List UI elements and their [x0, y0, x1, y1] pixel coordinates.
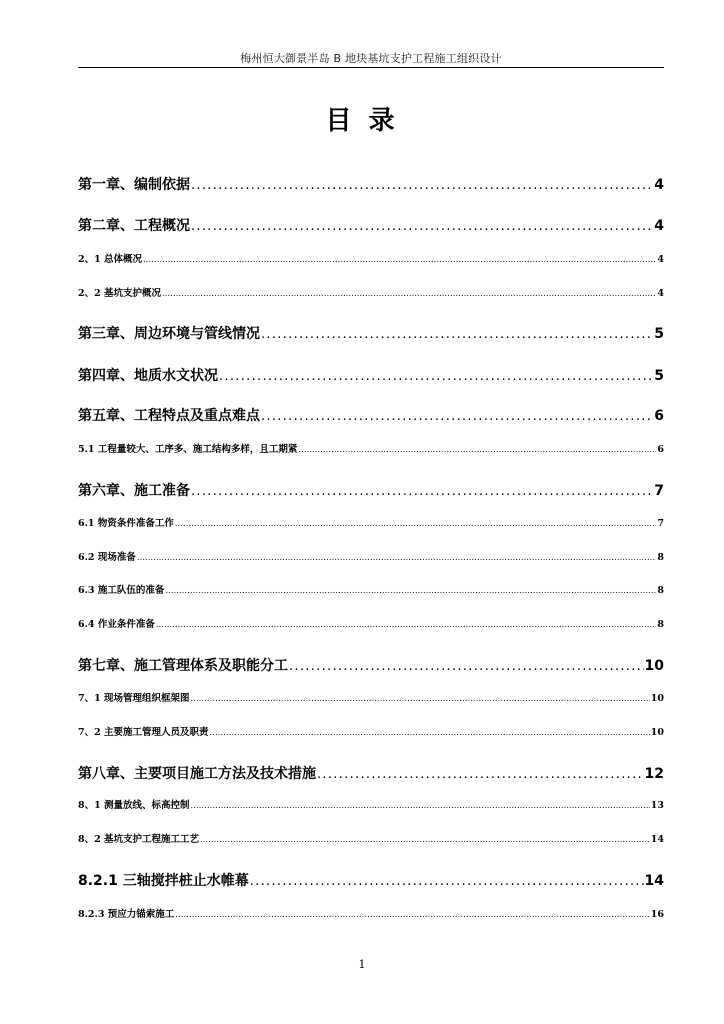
toc-entry-page: 6	[654, 408, 664, 424]
dot-leader	[219, 369, 653, 384]
toc-entry-label: 8、2 基坑支护工程施工工艺	[78, 834, 200, 845]
toc-entry-label: 2、2 基坑支护概况	[78, 288, 162, 299]
dot-leader	[261, 409, 653, 424]
toc-entry-8-2-1[interactable]	[78, 870, 664, 890]
toc-entry-page: 12	[644, 766, 664, 782]
toc-entry-label: 6.1 物资条件准备工作	[78, 518, 174, 529]
toc-entry-label: 第二章、工程概况	[78, 218, 190, 234]
toc-entry-page: 14	[644, 873, 664, 889]
dot-leader	[317, 767, 644, 782]
toc-entry-label: 第四章、地质水文状况	[78, 368, 218, 384]
dot-leader	[250, 874, 644, 889]
toc-entry-chapter-4[interactable]	[78, 365, 664, 385]
toc-entry-page: 6	[657, 444, 664, 455]
toc-entry-page: 4	[657, 288, 664, 299]
dot-leader	[261, 327, 653, 342]
toc-entry-label: 第一章、编制依据	[78, 177, 190, 193]
dot-leader	[162, 289, 656, 298]
toc-entry-page: 10	[644, 658, 664, 674]
toc-entry-chapter-7[interactable]	[78, 655, 664, 675]
dot-leader	[175, 519, 657, 528]
toc-entry-chapter-6[interactable]	[78, 480, 664, 500]
toc-entry-5-1[interactable]	[78, 441, 664, 455]
toc-entry-label: 6.3 施工队伍的准备	[78, 585, 165, 596]
dot-leader	[137, 553, 657, 562]
toc-entry-label: 2、1 总体概况	[78, 254, 143, 265]
dot-leader	[210, 728, 650, 737]
toc-entry-6-3[interactable]	[78, 582, 664, 596]
toc-entry-chapter-2[interactable]	[78, 215, 664, 235]
dot-leader	[191, 178, 653, 193]
toc-entry-label: 第八章、主要项目施工方法及技术措施	[78, 766, 316, 782]
dot-leader	[191, 801, 650, 810]
dot-leader	[298, 445, 656, 454]
toc-entry-label: 第三章、周边环境与管线情况	[78, 326, 260, 342]
toc-entry-page: 5	[654, 326, 664, 342]
toc-entry-page: 7	[657, 518, 664, 529]
toc-entry-label: 6.4 作业条件准备	[78, 619, 155, 630]
dot-leader	[191, 219, 653, 234]
dot-leader	[143, 255, 656, 264]
toc-entry-chapter-3[interactable]	[78, 323, 664, 343]
toc-entry-page: 10	[650, 727, 664, 738]
toc-title: 目 录	[325, 106, 399, 136]
dot-leader	[289, 659, 644, 674]
toc-entry-6-2[interactable]	[78, 549, 664, 563]
running-header: 梅州恒大御景半岛 B 地块基坑支护工程施工组织设计	[240, 52, 502, 65]
dot-leader	[175, 910, 650, 919]
toc-entry-page: 4	[654, 177, 664, 193]
toc-entry-chapter-1[interactable]	[78, 174, 664, 194]
toc-entry-page: 7	[654, 483, 664, 499]
toc-entry-label: 第五章、工程特点及重点难点	[78, 408, 260, 424]
header-rule	[78, 67, 664, 68]
page-number: 1	[358, 958, 366, 971]
toc-entry-label: 8、1 测量放线、标高控制	[78, 800, 190, 811]
toc-entry-2-2[interactable]	[78, 285, 664, 299]
toc-entry-label: 8.2.1 三轴搅拌桩止水帷幕	[78, 873, 249, 889]
dot-leader	[191, 694, 650, 703]
dot-leader	[200, 835, 650, 844]
toc-entry-page: 8	[657, 585, 664, 596]
dot-leader	[156, 620, 657, 629]
toc-entry-label: 第六章、施工准备	[78, 483, 190, 499]
toc-entry-label: 6.2 现场准备	[78, 552, 136, 563]
toc-entry-page: 13	[650, 800, 664, 811]
toc-entry-page: 14	[650, 834, 664, 845]
toc-entry-label: 8.2.3 预应力锚索施工	[78, 909, 175, 920]
toc-entry-6-1[interactable]	[78, 515, 664, 529]
toc-entry-2-1[interactable]	[78, 251, 664, 265]
toc-entry-label: 7、2 主要施工管理人员及职责	[78, 727, 209, 738]
toc-entry-6-4[interactable]	[78, 616, 664, 630]
toc-entry-8-1[interactable]	[78, 797, 664, 811]
toc-entry-8-2[interactable]	[78, 831, 664, 845]
toc-entry-chapter-5[interactable]	[78, 405, 664, 425]
toc-entry-label: 5.1 工程量较大、工序多、施工结构多样，且工期紧	[78, 444, 298, 455]
toc-entry-label: 7、1 现场管理组织框架图	[78, 693, 190, 704]
toc-entry-page: 8	[657, 552, 664, 563]
toc-entry-7-1[interactable]	[78, 690, 664, 704]
toc-entry-7-2[interactable]	[78, 724, 664, 738]
toc-entry-page: 5	[654, 368, 664, 384]
dot-leader	[191, 484, 653, 499]
toc-entry-8-2-3[interactable]	[78, 906, 664, 920]
toc-entry-page: 4	[657, 254, 664, 265]
toc-entry-chapter-8[interactable]	[78, 763, 664, 783]
toc-entry-page: 16	[650, 909, 664, 920]
toc-entry-page: 8	[657, 619, 664, 630]
toc-entry-label: 第七章、施工管理体系及职能分工	[78, 658, 288, 674]
toc-entry-page: 10	[650, 693, 664, 704]
toc-entry-page: 4	[654, 218, 664, 234]
dot-leader	[165, 586, 656, 595]
